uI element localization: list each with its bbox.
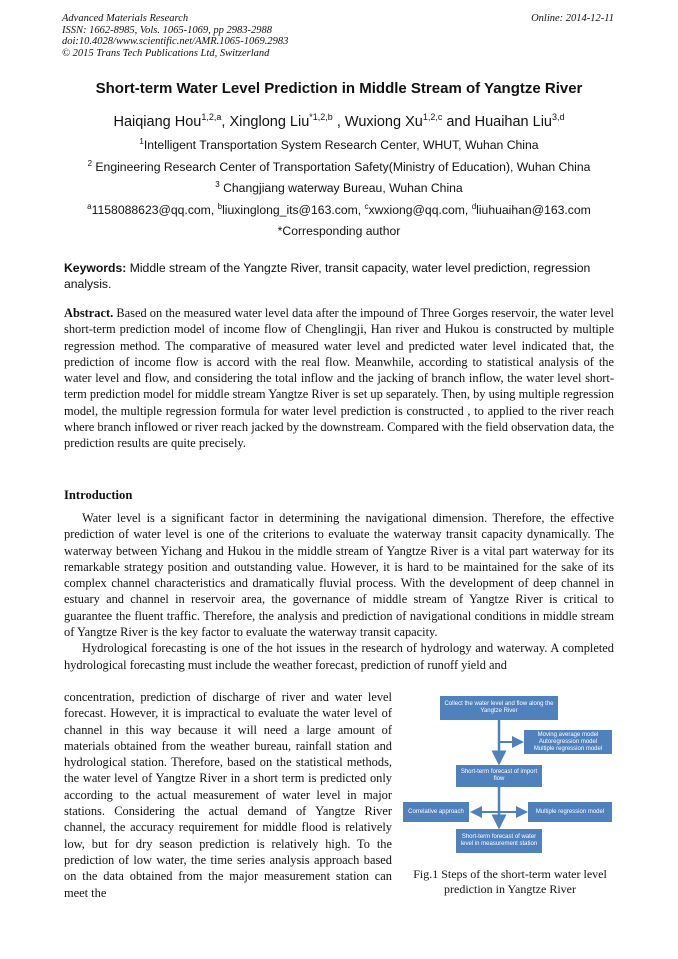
author-list: Haiqiang Hou$^{1,2,a}$, Xinglong Liu$^{*1,2,b}$ , Wuxiong Xu$^{1,2,c}$ and Huaihan Liu$^{3,d}$ <box>113 112 565 130</box>
paragraph: Water level is a significant factor in determining the navigational dimension. Therefore, the effective prediction of water level is one of the criterions to evaluate the waterway transit capacity dynamically. The waterway between Yichang and Hukou in the middle stream of Yangtze River is a vital part waterway for its remarkable strategy position and outstanding value. However, it is hard to be maintained for the sake of its complex channel characteristics and dramatically fluvial process. With the development of deep channel in estuary and channel in reservoir area, the governance of middle stream of Yangtze River is critical to guarantee the fluent traffic. Therefore, the analysis and prediction of navigational conditions in middle stream of Yangtze River is the key factor to evaluate the waterway transit capacity. <box>64 511 614 640</box>
flow-box-collect: Collect the water level and flow along the Yangtze River <box>440 696 558 720</box>
email-link[interactable]: 1158088623@qq.com, <box>91 203 218 218</box>
author-affil-sup: 1,2,a <box>201 112 222 122</box>
affiliation: $^3$ Changjiang waterway Bureau, Wuhan China <box>215 180 463 196</box>
email-link[interactable]: liuhuaihan@163.com <box>476 203 591 218</box>
email-link[interactable]: xwxiong@qq.com, <box>368 203 472 218</box>
paragraph: Hydrological forecasting is one of the hot issues in the research of hydrology and waterway. A completed hydrological forecasting must include the weather forecast, prediction of runoff yield and <box>64 641 614 672</box>
keywords <box>64 261 616 292</box>
copyright-line: © 2015 Trans Tech Publications Ltd, Switzerland <box>62 47 270 59</box>
journal-name: Advanced Materials Research <box>62 13 189 24</box>
intro-body <box>64 510 614 673</box>
affiliation: $^1$Intelligent Transportation System Research Center, WHUT, Wuhan China <box>139 137 539 153</box>
author-name: Haiqiang Hou <box>113 113 202 130</box>
author-name: Xinglong Liu <box>229 113 310 130</box>
keywords-label: Keywords: <box>64 261 127 275</box>
abstract <box>64 305 614 452</box>
keywords-text: Middle stream of the Yangzte River, transit capacity, water level prediction, regression analysis. <box>64 261 591 291</box>
author-affil-sup: 1,2,c <box>422 112 443 122</box>
flow-box-regression: Multiple regression model <box>528 802 612 822</box>
author-affil-sup: *1,2,b <box>309 112 333 122</box>
corresponding-note: *Corresponding author <box>277 224 401 238</box>
flow-box-import-flow: Short-term forecast of import flow <box>456 765 542 787</box>
abstract-text: Based on the measured water level data after the impound of Three Gorges reservoir, the water level short-term prediction model of income flow of Chenglingji, Han river and Hukou is constructed by multiple regression method. The comparative of measured water level and predicted water level indicated that, the prediction of income flow is accord with the real flow. Meanwhile, according to statistical analysis of the water level and flow, and considering the total inflow and the jacking of branch inflow, the water level short-term prediction model for middle stream Yangtze River is set up separately. Then, by using multiple regression model, the multiple regression formula for water level prediction is constructed , to applied to the river reach where branch inflowed or river reach jacked by the downstream. Compared with the field observation data, the prediction results are quite precisely. <box>64 306 614 451</box>
intro-wrapped-body <box>64 689 392 901</box>
email-link[interactable]: liuxinglong_its@163.com, <box>222 203 365 218</box>
flow-box-models: Moving average model Autoregression model Multiple regression model <box>524 730 612 754</box>
author-name: Huaihan Liu <box>474 113 552 130</box>
paper-title: Short-term Water Level Prediction in Middle Stream of Yangtze River <box>95 80 583 97</box>
author-affil-sup: 3,d <box>552 112 565 122</box>
doi-line[interactable]: doi:10.4028/www.scientific.net/AMR.1065-1069.2983 <box>62 36 289 48</box>
journal-meta <box>62 13 288 59</box>
section-heading: Introduction <box>64 488 133 502</box>
email-list: $^a$1158088623@qq.com, $^b$liuxinglong_its@163.com, $^c$xwxiong@qq.com, $^d$liuhuaihan@163.com <box>87 202 591 218</box>
affiliation: $^2$ Engineering Research Center of Transportation Safety(Ministry of Education), Wuhan China <box>87 159 591 175</box>
paragraph-continued: concentration, prediction of discharge of river and water level forecast. However, it is impractical to evaluate the water level of channel in this way because it will need a large amount of materials obtained from the weather bureau, rainfall station and hydrological station. Therefore, based on the statistical methods, the water level of Yangtze River in a short term is predicted only according to the actual measurement of water level in major stations. Considering the actual demand of Yangtze River channel, the accuracy requirement for middle flood is relatively low, but for dry season prediction is relatively high. To the prediction of low water, the time series analysis approach based on the data obtained from the major measurement station can meet the <box>64 690 392 900</box>
author-name: Wuxiong Xu <box>344 113 423 130</box>
issn-line: ISSN: 1662-8985, Vols. 1065-1069, pp 2983-2988 <box>62 24 272 36</box>
abstract-label: Abstract. <box>64 306 114 320</box>
flow-box-correlative: Correlative approach <box>403 802 469 822</box>
figure-caption: Fig.1 Steps of the short-term water level prediction in Yangtze River <box>413 867 607 896</box>
online-date: Online: 2014-12-11 <box>531 13 614 24</box>
flow-box-water-level: Short-term forecast of water level in measurement station <box>456 829 542 853</box>
